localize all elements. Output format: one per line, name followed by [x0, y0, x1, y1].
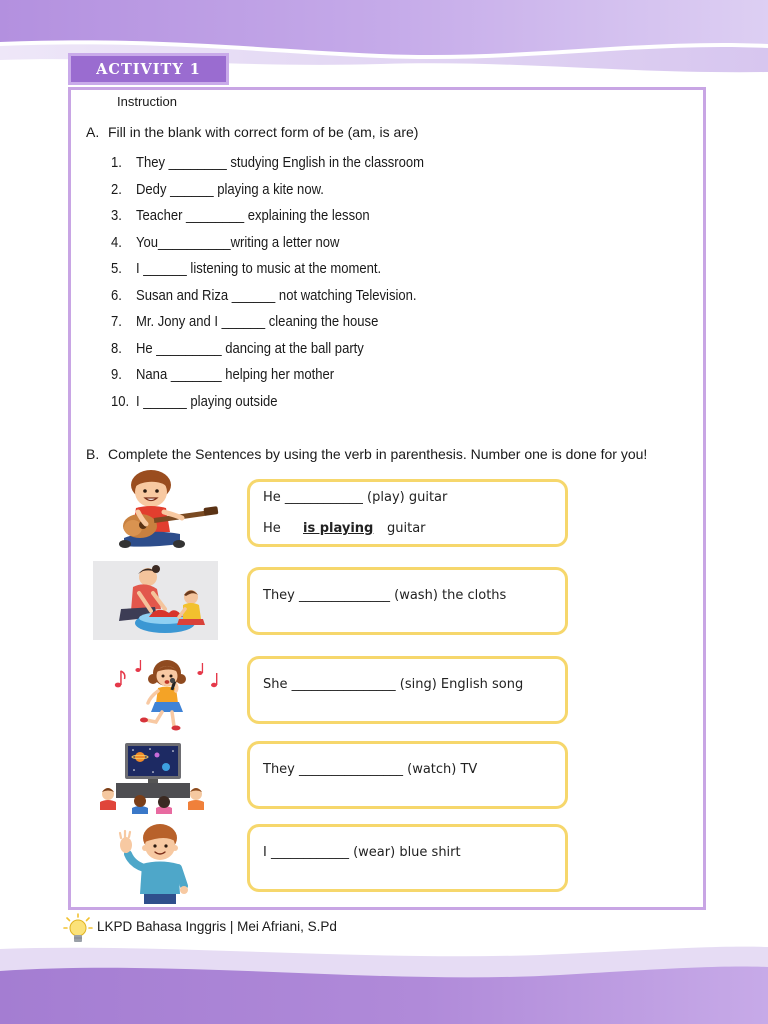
- answer-box: [247, 824, 568, 892]
- item-sentence: Nana _______ helping her mother: [136, 366, 335, 383]
- boy-playing-guitar-illustration: [118, 468, 220, 550]
- kids-watching-tv-illustration: [98, 742, 208, 814]
- section-b-letter: B.: [86, 446, 100, 462]
- example-subject: He: [263, 521, 281, 536]
- lightbulb-icon: [63, 913, 93, 949]
- item-number: 10.: [111, 393, 130, 410]
- example-answer: is playing: [303, 521, 374, 536]
- girl-singing-illustration: [112, 655, 222, 732]
- item-number: 9.: [111, 366, 122, 383]
- sentence-prompt: He ____________ (play) guitar: [263, 490, 448, 505]
- item-number: 1.: [111, 154, 122, 171]
- list-item: [0, 154, 768, 172]
- sentence-prompt: She ________________ (sing) English song: [263, 677, 524, 692]
- bottom-wave-banner: [0, 935, 768, 1024]
- item-number: 8.: [111, 340, 122, 357]
- item-sentence: I ______ playing outside: [136, 393, 278, 410]
- item-number: 2.: [111, 181, 122, 198]
- section-a-heading: Fill in the blank with correct form of be (am, is are): [108, 124, 419, 140]
- list-item: [0, 340, 768, 358]
- activity-title: ACTIVITY 1: [96, 60, 201, 78]
- item-number: 6.: [111, 287, 122, 304]
- list-item: [0, 287, 768, 305]
- mother-and-child-washing-illustration: [93, 561, 218, 640]
- list-item: [0, 366, 768, 384]
- list-item: [0, 207, 768, 225]
- instruction-label: Instruction: [117, 94, 177, 109]
- list-item: [0, 181, 768, 199]
- item-sentence: He _________ dancing at the ball party: [136, 340, 364, 357]
- item-sentence: I ______ listening to music at the moment.: [136, 260, 382, 277]
- boy-waving-illustration: [116, 822, 192, 904]
- answer-box: [247, 567, 568, 635]
- item-sentence: Dedy ______ playing a kite now.: [136, 181, 324, 198]
- sentence-prompt: I ____________ (wear) blue shirt: [263, 845, 461, 860]
- item-sentence: Susan and Riza ______ not watching Television.: [136, 287, 417, 304]
- answer-box: [247, 479, 568, 547]
- list-item: [0, 234, 768, 252]
- example-object: guitar: [387, 521, 426, 536]
- item-sentence: Teacher ________ explaining the lesson: [136, 207, 370, 224]
- sentence-prompt: They ________________ (watch) TV: [263, 762, 478, 777]
- item-number: 4.: [111, 234, 122, 251]
- item-number: 7.: [111, 313, 122, 330]
- item-sentence: You__________writing a letter now: [136, 234, 340, 251]
- sentence-prompt: They ______________ (wash) the cloths: [263, 588, 507, 603]
- answer-box: [247, 656, 568, 724]
- item-sentence: Mr. Jony and I ______ cleaning the house: [136, 313, 379, 330]
- item-number: 3.: [111, 207, 122, 224]
- list-item: [0, 313, 768, 331]
- answer-box: [247, 741, 568, 809]
- section-b-heading: Complete the Sentences by using the verb in parenthesis. Number one is done for you!: [108, 446, 648, 462]
- activity-tab: [68, 53, 229, 85]
- list-item: [0, 393, 768, 411]
- footer-credit: LKPD Bahasa Inggris | Mei Afriani, S.Pd: [97, 919, 337, 934]
- item-number: 5.: [111, 260, 122, 277]
- item-sentence: They ________ studying English in the classroom: [136, 154, 425, 171]
- list-item: [0, 260, 768, 278]
- section-a-letter: A.: [86, 124, 100, 140]
